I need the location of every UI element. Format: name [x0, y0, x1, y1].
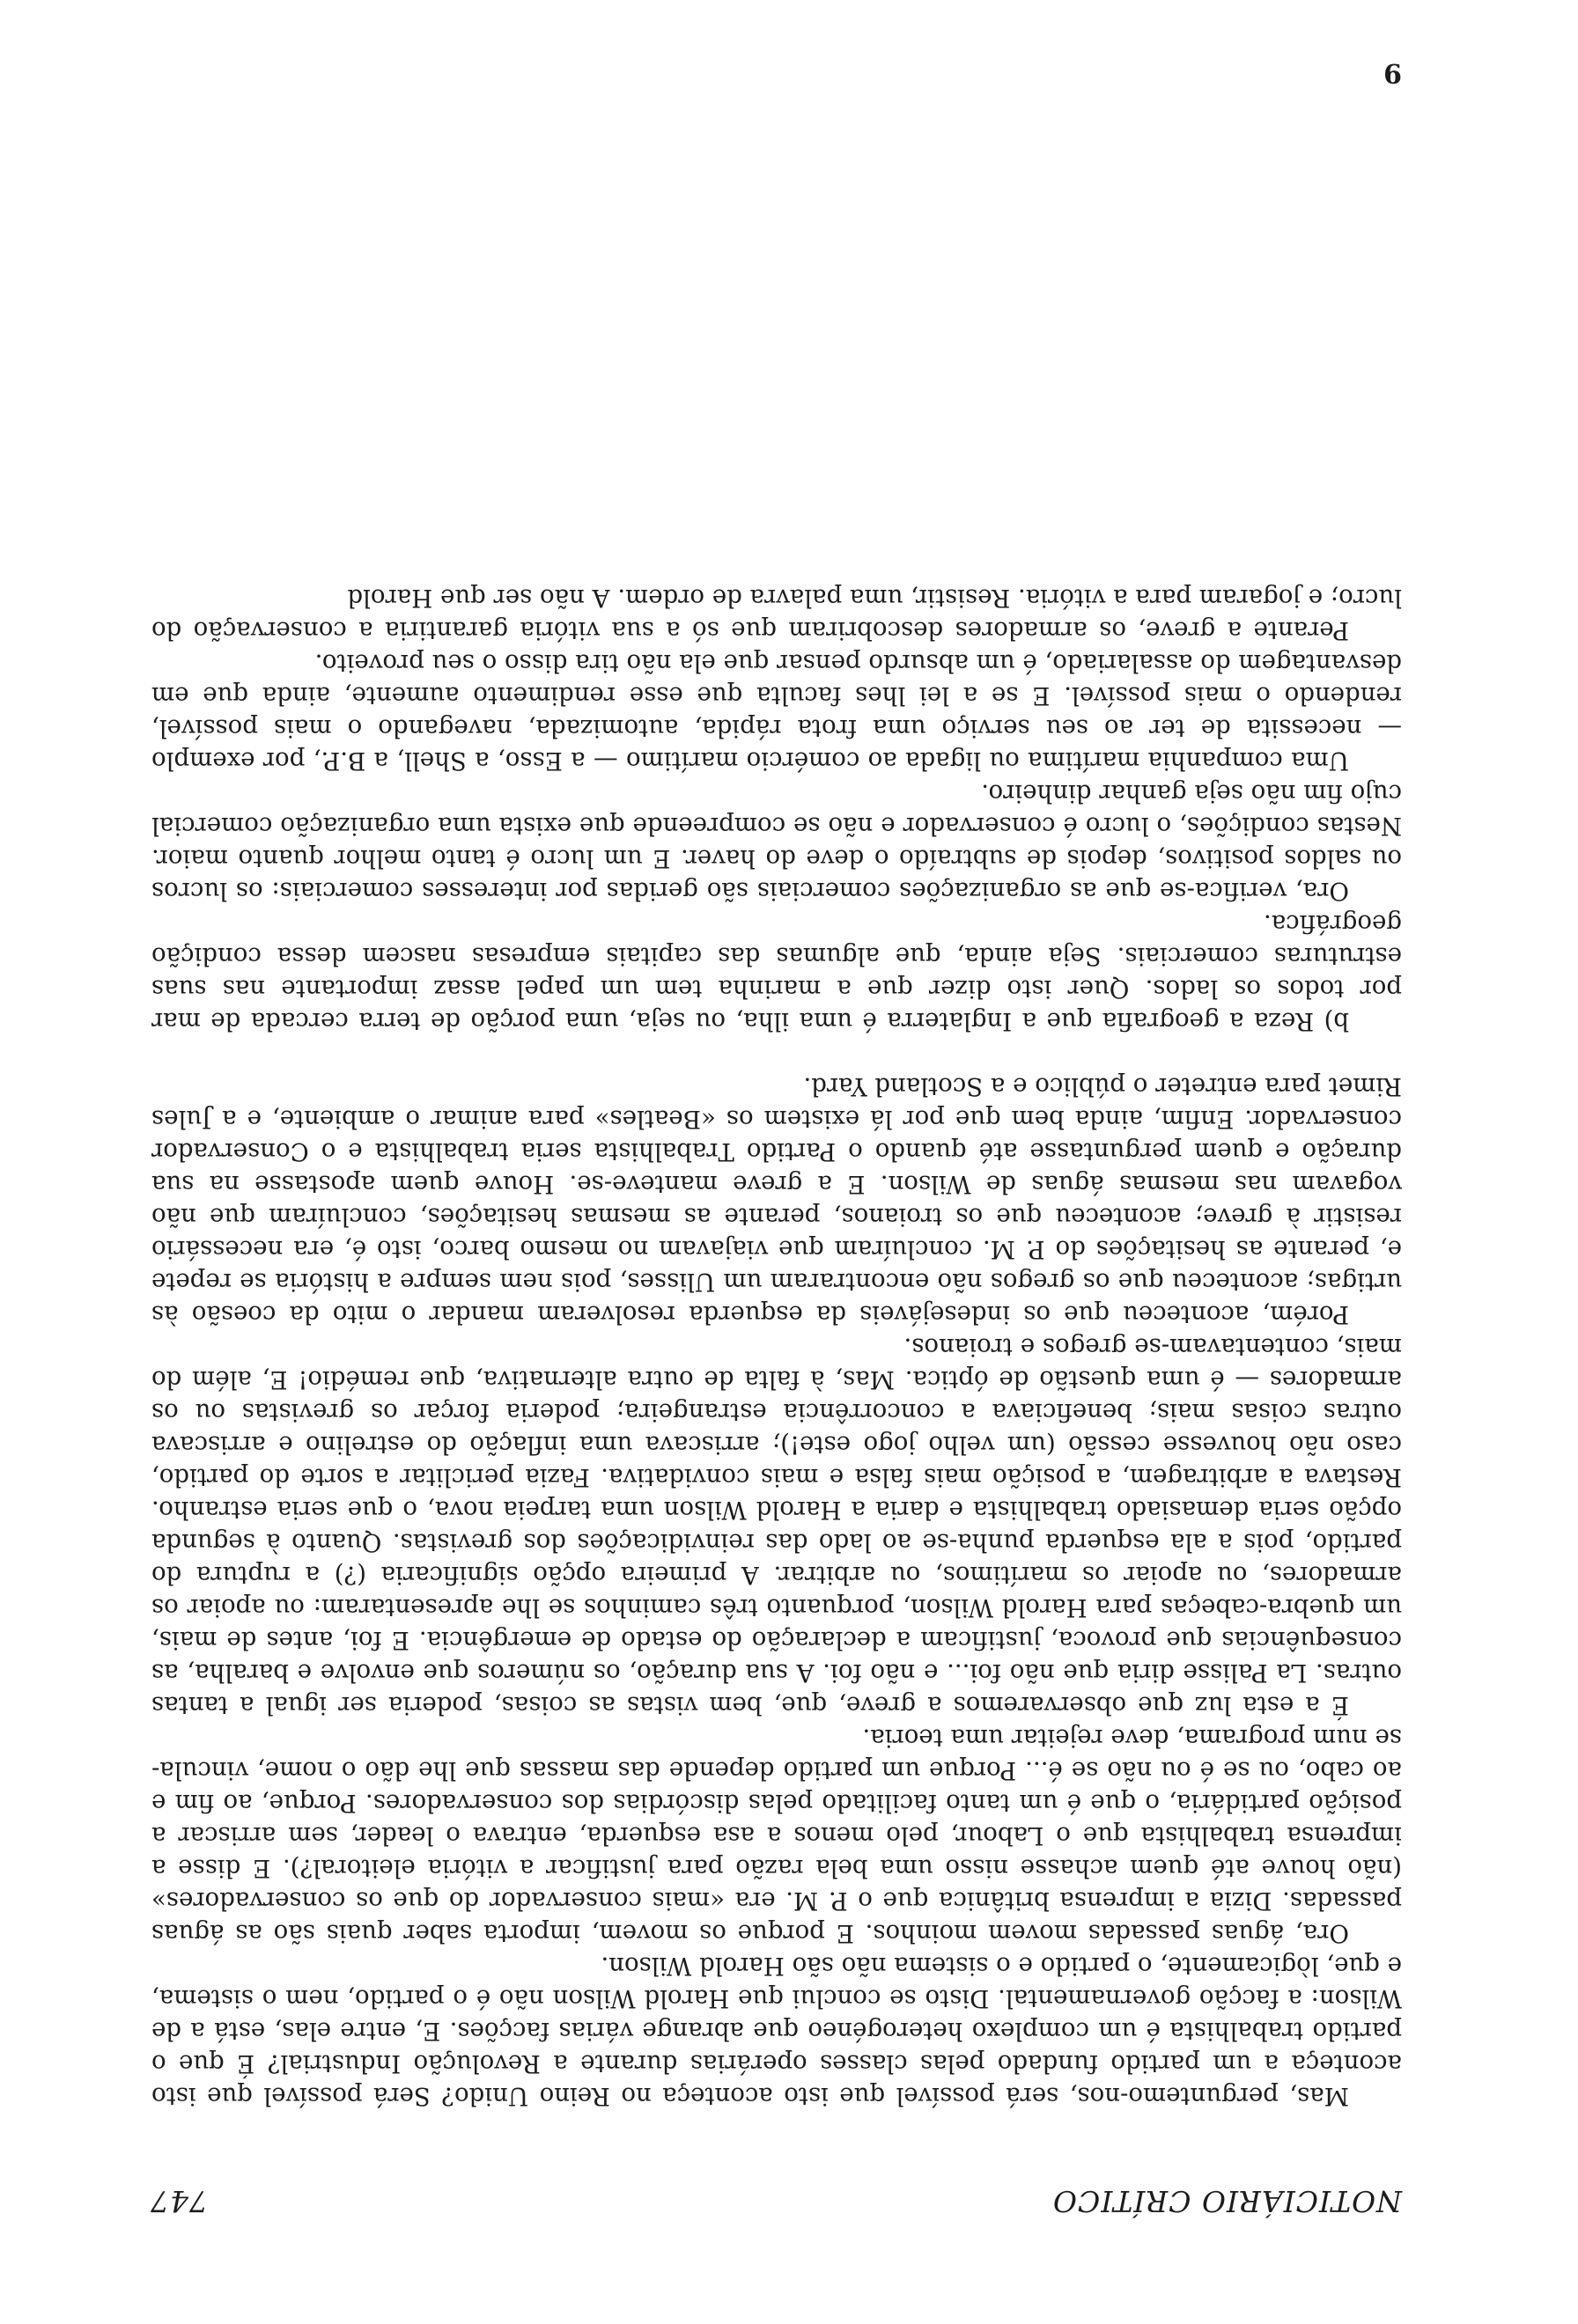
paragraph: b) Reza a geografia que a Inglaterra é uma ilha, ou seja, uma porção de terra cercada de mar por todos os lados. Quer isto dizer que a marinha tem um papel assaz importante nas suas estruturas comerciais. Seja ainda, que algumas das capitais empresas nascem dessa condição geográfica. — [151, 909, 1402, 1036]
paragraph: Ora, verifica-se que as organizações comerciais são geridas por interesses comerciais: os lucros ou saldos positivos, depois de subtraído o deve do haver. E um lucro é tanto melhor quanto maior. Nestas condições, o lucro é conservador e não se compreende que exista uma organização comercial cujo fim não seja ganhar dinheiro. — [151, 779, 1402, 906]
section-gap — [151, 1038, 1402, 1070]
paragraph: É a esta luz que observaremos a greve, que, bem vistas as coisas, poderia ser igual a tantas outras. La Palisse diria que não foi... e não foi. A sua duração, os números que envolve e baralha, as consequências que provoca, justificam a declaração do estado de emergência. E foi, antes de mais, um quebra-cabeças para Harold Wilson, porquanto três caminhos se lhe apresentaram: ou apoiar os armadores, ou apoiar os marítimos, ou arbitrar. A primeira opção significaria (?) a ruptura do partido, pois a ala esquerda punha-se ao lado das reinvidicações dos grevistas. Quanto à segunda opção seria demasiado trabalhista e daria a Harold Wilson uma tarpeia nova, o que seria estranho. Restava a arbitragem, a posição mais falsa e mais convidativa. Fazia periclitar a sorte do partido, caso não houvesse cessão (um velho jogo este!); arriscava uma inflação do estrelino e arriscava outras coisas mais; beneficiava a concorrência estrangeira; poderia forçar os grevistas ou os armadores — é uma questão de óptica. Mas, à falta de outra alternativa, que remédio! E, além do mais, contentavam-se gregos e troianos. — [151, 1333, 1402, 1720]
paragraph: Perante a greve, os armadores descobriram que só a sua vitória garantiria a conservação do lucro; e jogaram para a vitória. Resistir, uma palavra de ordem. A não ser que Harold — [151, 584, 1402, 645]
running-header — [150, 2184, 1402, 2218]
page-number: 747 — [150, 2184, 208, 2218]
paragraph: Uma companhia marítima ou ligada ao comércio marítimo — a Esso, a Shell, a B.P., por exemplo — necessita de ter ao seu serviço uma frota rápida, automizada, navegando o mais possível, rendendo o mais possível. E se a lei lhes faculta que esse rendimento aumente, ainda que em desvantagem do assalariado, é um absurdo pensar que ela não tira disso o seu proveito. — [151, 649, 1402, 776]
signature-mark: 9 — [1383, 57, 1402, 88]
paragraph: Ora, águas passadas movem moinhos. E porque os movem, importa saber quais são as águas passadas. Dizia a imprensa britânica que o P. M. era «mais conservador do que os conservadores» (não houve até quem achasse nisso uma bela razão para justificar a vitória eleitoral?). E disse a imprensa trabalhista que o Labour, pelo menos a asa esquerda, entrava o leader, sem arriscar a posição partidária, o que é um tanto facilitado pelas discórdias dos conservadores. Porque, ao fim e ao cabo, ou se é ou não se é... Porque um partido depende das massas que lhe dão o nome, vincula-se num programa, deve rejeitar uma teoria. — [151, 1724, 1402, 1948]
running-title: NOTICIÁRIO CRÍTICO — [1051, 2184, 1402, 2218]
paragraph: Porém, aconteceu que os indesejáveis da esquerda resolveram mandar o mito da coesão às urtigas; aconteceu que os gregos não encontraram um Ulisses, pois nem sempre a história se repete e, perante as hesitações do P. M. concluíram que viajavam no mesmo barco, isto é, era necessário resistir à greve; aconteceu que os troianos, perante as mesmas hesitações, concluíram que não vogavam nas mesmas águas de Wilson. E a greve manteve-se. Houve quem apostasse na sua duração e quem perguntasse até quando o Partido Trabalhista seria trabalhista e o Conservador conservador. Enfim, ainda bem que por lá existem os «Beatles» para animar o ambiente, e a Jules Rimet para entreter o público e a Scotland Yard. — [151, 1072, 1402, 1329]
body-text — [151, 582, 1402, 2113]
paragraph: Mas, perguntemo-nos, será possível que isto aconteça no Reino Unido? Será possível que isto aconteça a um partido fundado pelas classes operárias durante a Revolução Industrial? É que o partido trabalhista é um complexo heterogéneo que abrange várias facções. E, entre elas, está a de Wilson: a facção governamental. Disto se conclui que Harold Wilson não é o partido, nem o sistema, e que, lògicamente, o partido e o sistema não são Harold Wilson. — [151, 1952, 1402, 2111]
